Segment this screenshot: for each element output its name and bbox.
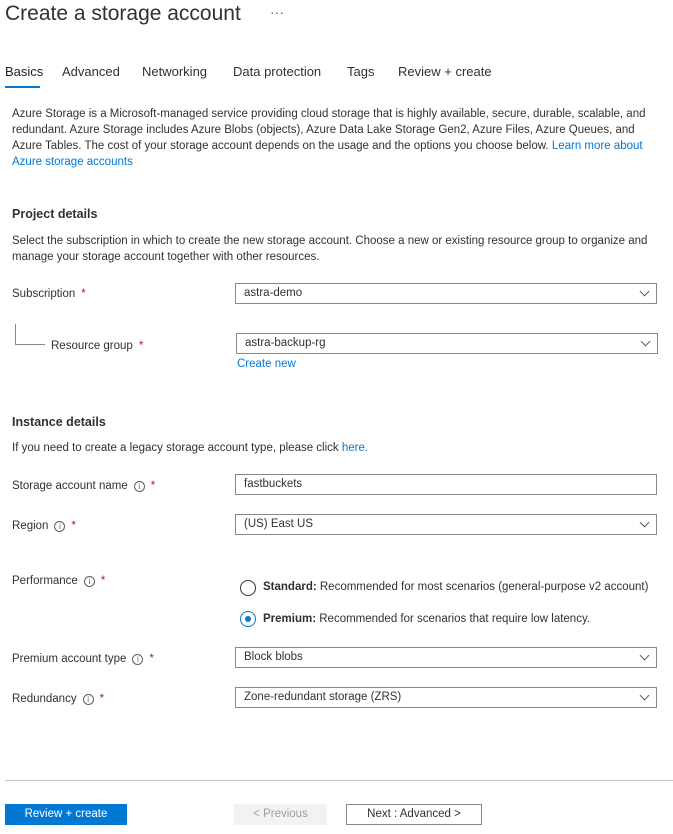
subscription-dropdown[interactable]: [235, 283, 657, 304]
premium-account-type-dropdown[interactable]: [235, 647, 657, 668]
option-desc: Recommended for scenarios that require low latency.: [316, 613, 591, 625]
active-tab-indicator: [5, 86, 40, 88]
region-dropdown[interactable]: [235, 514, 657, 535]
tree-connector: [15, 324, 45, 345]
legacy-here-link[interactable]: here.: [341, 442, 369, 454]
label-text: Resource group: [51, 340, 133, 352]
tab-data-protection[interactable]: Data protection: [233, 64, 322, 79]
chevron-down-icon: [640, 691, 650, 701]
previous-button[interactable]: < Previous: [234, 804, 327, 825]
legacy-body: If you need to create a legacy storage account type, please click: [12, 442, 342, 454]
tab-basics[interactable]: Basics: [5, 64, 44, 79]
info-icon[interactable]: i: [134, 481, 145, 492]
info-icon[interactable]: i: [83, 694, 94, 705]
required-marker: *: [150, 480, 156, 492]
premium-account-type-label: [12, 653, 154, 665]
required-marker: *: [71, 520, 76, 532]
dropdown-value: Block blobs: [244, 651, 303, 663]
intro-body: Azure Storage is a Microsoft-managed service providing cloud storage that is highly available, secure, durable, scalable, and redundant. Azure Storage includes Azure Blobs (objects), Azure Data Lake Storage Gen2, Azure Files, Azure Queues, and Azure Tables. The cost of your storage account depends on the usage and the options you choose below.: [12, 108, 646, 152]
intro-text: [12, 106, 662, 170]
option-desc: Recommended for most scenarios (general-purpose v2 account): [316, 581, 649, 593]
info-icon[interactable]: i: [54, 521, 65, 532]
more-options-icon[interactable]: ···: [270, 4, 284, 20]
label-text: Performance: [12, 575, 78, 587]
required-marker: *: [99, 693, 105, 705]
required-marker: *: [100, 575, 106, 587]
label-text: Subscription: [12, 288, 76, 300]
subscription-label: [12, 288, 86, 300]
performance-label: [12, 575, 105, 587]
required-marker: *: [81, 288, 86, 300]
label-text: Premium account type: [12, 653, 127, 665]
dropdown-value: astra-demo: [244, 287, 303, 299]
tab-networking[interactable]: Networking: [142, 64, 208, 79]
learn-more-link[interactable]: Learn more about Azure storage accounts: [12, 140, 643, 168]
resource-group-dropdown[interactable]: [236, 333, 658, 354]
dropdown-value: Zone-redundant storage (ZRS): [244, 691, 402, 703]
tab-tags[interactable]: Tags: [347, 64, 375, 79]
standard-option-label[interactable]: [263, 581, 648, 593]
resource-group-label: [51, 340, 143, 352]
standard-radio[interactable]: [240, 580, 256, 596]
region-label: [12, 520, 76, 532]
info-icon[interactable]: i: [84, 576, 95, 587]
chevron-down-icon: [640, 651, 650, 661]
required-marker: *: [138, 340, 144, 352]
page-title: Create a storage account: [5, 2, 241, 25]
premium-option-label[interactable]: [263, 613, 590, 625]
tab-review-create[interactable]: Review + create: [398, 64, 492, 79]
chevron-down-icon: [640, 287, 650, 297]
chevron-down-icon: [640, 518, 650, 528]
tab-advanced[interactable]: Advanced: [62, 64, 120, 79]
redundancy-dropdown[interactable]: [235, 687, 657, 708]
project-details-heading: Project details: [12, 207, 98, 221]
dropdown-value: astra-backup-rg: [245, 337, 326, 349]
chevron-down-icon: [641, 337, 651, 347]
instance-details-heading: Instance details: [12, 415, 106, 429]
option-title: Standard:: [263, 581, 317, 593]
legacy-text: [12, 442, 368, 454]
required-marker: *: [149, 653, 154, 665]
redundancy-label: [12, 693, 104, 705]
premium-radio[interactable]: [240, 611, 256, 627]
create-new-link[interactable]: Create new: [237, 358, 296, 370]
storage-account-name-label: [12, 480, 155, 492]
info-icon[interactable]: i: [132, 654, 143, 665]
dropdown-value: (US) East US: [244, 518, 314, 530]
storage-account-name-input[interactable]: fastbuckets: [235, 474, 657, 495]
label-text: Redundancy: [12, 693, 77, 705]
label-text: Region: [12, 520, 49, 532]
option-title: Premium:: [263, 613, 317, 625]
footer-divider: [5, 780, 673, 781]
review-create-button[interactable]: Review + create: [5, 804, 127, 825]
label-text: Storage account name: [12, 480, 128, 492]
project-details-desc: Select the subscription in which to create the new storage account. Choose a new or existing resource group to organize and manage your storage account together with other resources.: [12, 235, 648, 263]
next-advanced-button[interactable]: Next : Advanced >: [346, 804, 482, 825]
